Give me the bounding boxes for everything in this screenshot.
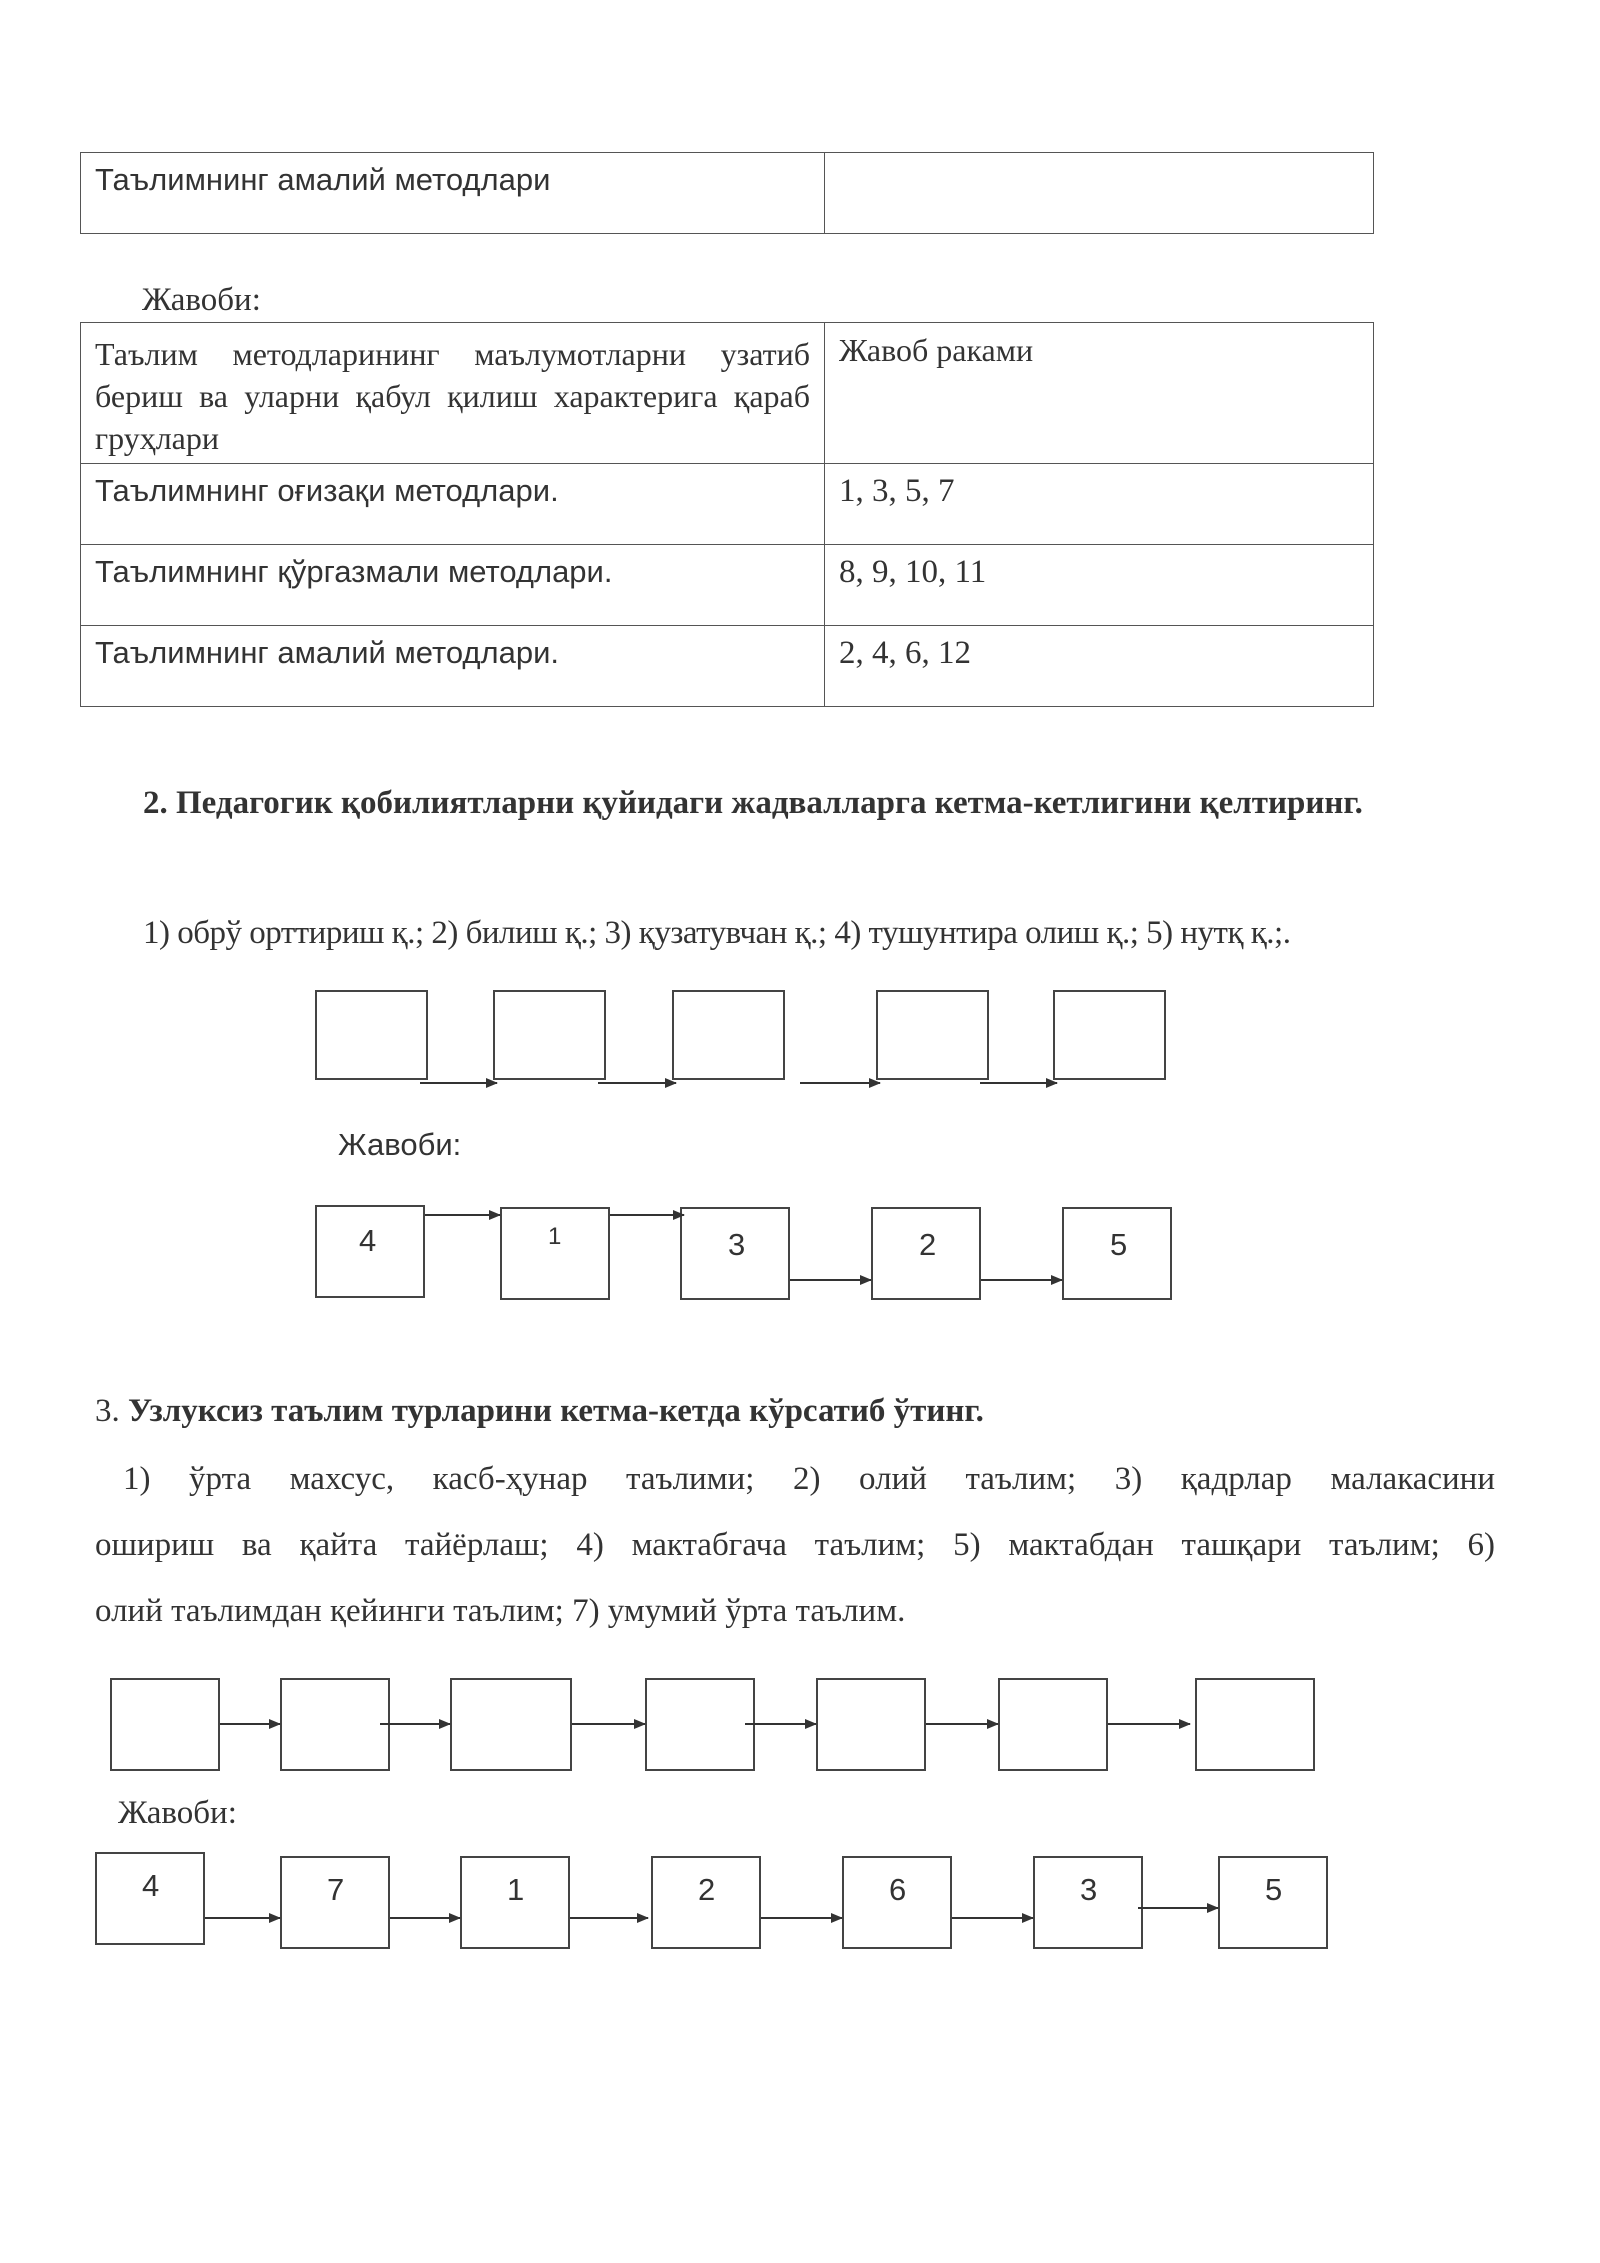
answer-value: 3 [1080, 1872, 1098, 1907]
task2-items: 1) обрў орттириш қ.; 2) билиш қ.; 3) қузатувчан қ.; 4) тушунтира олиш қ.; 5) нутқ қ.;. [143, 915, 1291, 951]
answer-value: 5 [1110, 1227, 1128, 1262]
task3-title: Узлуксиз таълим турларини кетма-кетда кўрсатиб ўтинг. [128, 1393, 984, 1429]
table-cell: Таълимнинг амалий методлари. [81, 626, 825, 707]
table-cell: Таълимнинг амалий методлари [81, 153, 825, 234]
answer-value: 4 [142, 1868, 160, 1903]
answer-value: 2 [919, 1227, 937, 1262]
answer-label: Жавоби: [142, 282, 261, 318]
table-cell: Таълимнинг оғизақи методлари. [81, 464, 825, 545]
answer-value: 1 [548, 1223, 562, 1250]
table-cell: Таълимнинг қўргазмали методлари. [81, 545, 825, 626]
answer-value: 3 [728, 1227, 746, 1262]
answer-value: 7 [327, 1872, 345, 1907]
answer-value: 6 [889, 1872, 907, 1907]
task3-answer-label: Жавоби: [118, 1795, 237, 1831]
task3-items-line1: 1) ўрта махсус, касб-ҳунар таълими; 2) олий таълим; 3) қадрлар малакасини [123, 1461, 1495, 1497]
table-cell: 8, 9, 10, 11 [825, 545, 1374, 626]
task2-answer-label: Жавоби: [338, 1127, 462, 1162]
answer-value: 5 [1265, 1872, 1283, 1907]
task2-number: 2. [143, 785, 168, 821]
answer-value: 2 [698, 1872, 716, 1907]
task3-items-line2: ошириш ва қайта тайёрлаш; 4) мактабгача таълим; 5) мактабдан ташқари таълим; 6) [95, 1527, 1495, 1563]
table-header-cell: Жавоб раками [825, 323, 1374, 464]
table-header-cell: Таълим методларининг маълумотларни узатиб бериш ва уларни қабул қилиш характерига қараб груҳлари [81, 323, 825, 464]
table-cell: 1, 3, 5, 7 [825, 464, 1374, 545]
task3-items-line3: олий таълимдан қейинги таълим; 7) умумий ўрта таълим. [95, 1593, 906, 1629]
table-cell: 2, 4, 6, 12 [825, 626, 1374, 707]
task3-number: 3. [95, 1393, 120, 1429]
answer-value: 4 [359, 1223, 377, 1258]
task2-title: Педагогик қобилиятларни қуйидаги жадвалларга кетма-кетлигини қелтиринг. [176, 785, 1363, 821]
answer-value: 1 [507, 1872, 525, 1907]
